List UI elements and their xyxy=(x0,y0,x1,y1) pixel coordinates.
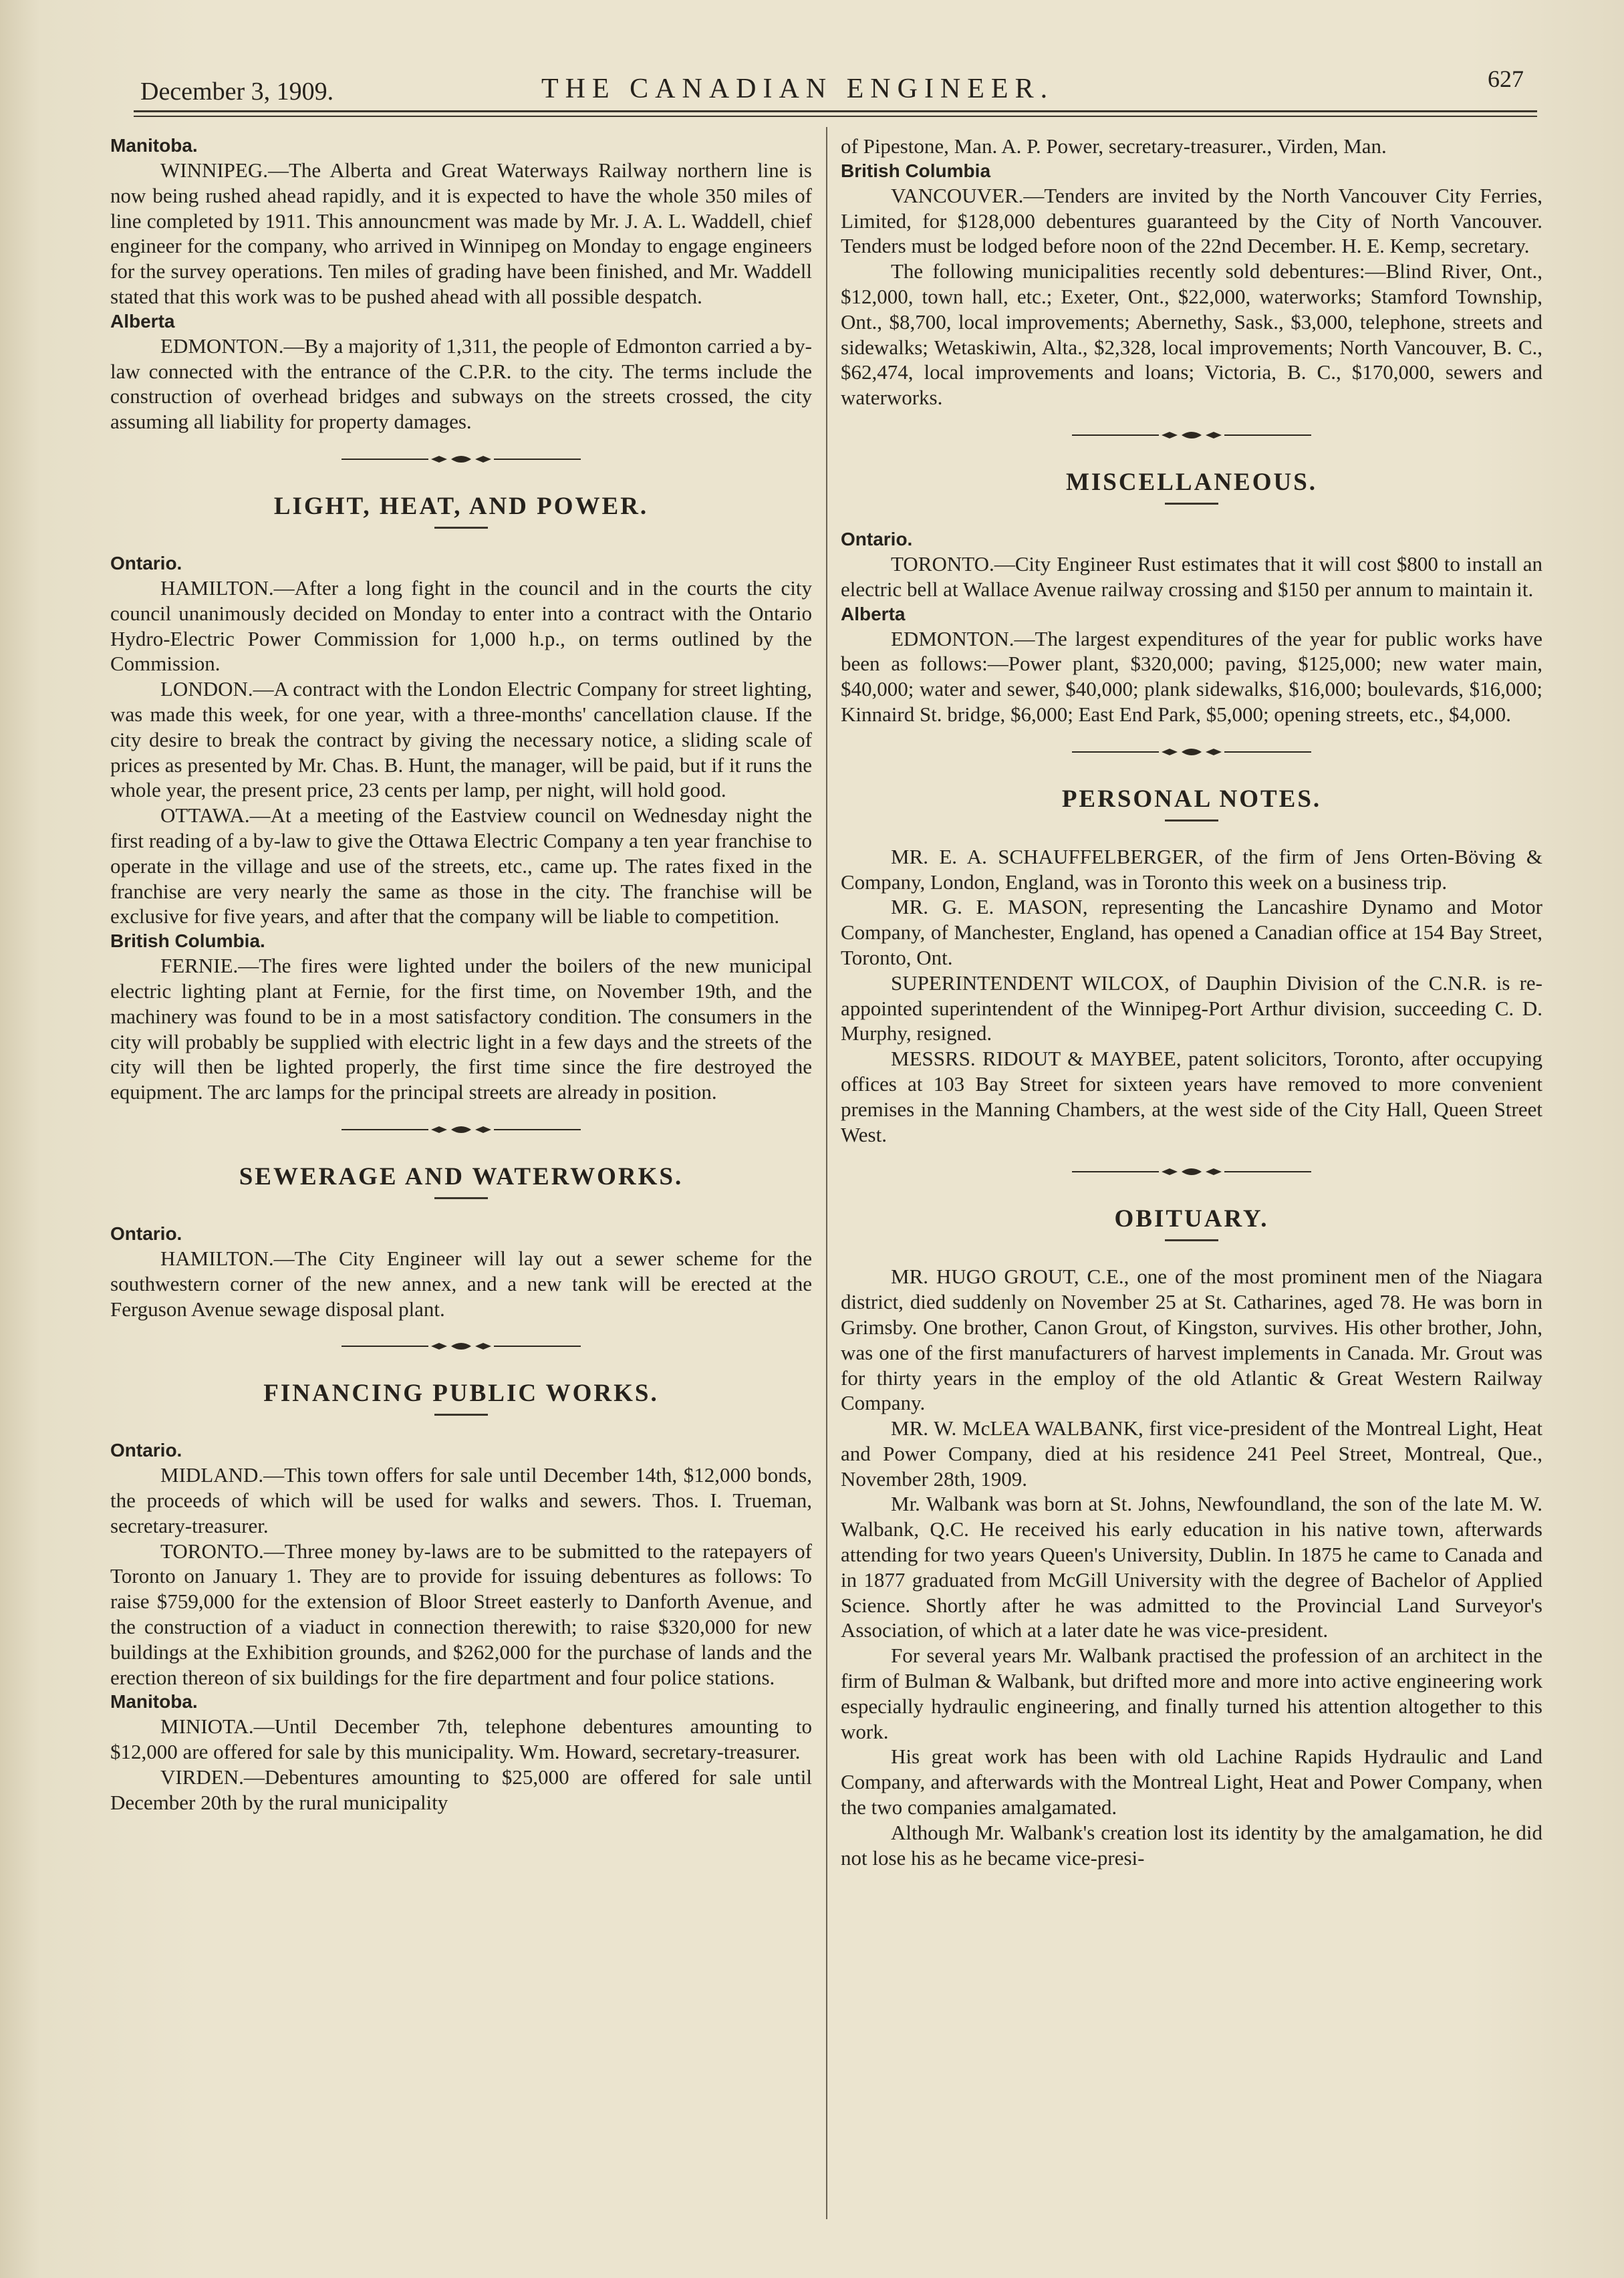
news-item: FERNIE.—The fires were lighted under the boilers of the new municipal electric lighting plant at Fernie, for the first time, on November 19th, and the machinery was found to be in a most satisfactory condition. The consumers in the city will probably be supplied with electric light in a few days and the streets of the city will then be lighted properly, the first time since the fire destroyed the equipment. The arc lamps for the principal streets are already in position. xyxy=(110,954,812,1104)
column-divider xyxy=(826,127,827,2219)
province-heading: Alberta xyxy=(110,310,175,332)
news-item: MINIOTA.—Until December 7th, telephone debentures amounting to $12,000 are offered for sale by this municipality. Wm. Howard, secretary-treasurer. xyxy=(110,1715,812,1764)
issue-date: December 3, 1909. xyxy=(140,78,334,106)
section-ornament xyxy=(110,449,812,469)
province-heading: Ontario. xyxy=(841,528,913,549)
province-heading: British Columbia xyxy=(841,160,991,181)
title-rule xyxy=(434,1414,488,1416)
news-item-continued: of Pipestone, Man. A. P. Power, secretary-treasurer., Virden, Man. xyxy=(841,134,1387,158)
news-item: VANCOUVER.—Tenders are invited by the North Vancouver City Ferries, Limited, for $128,000 debentures guaranteed by the City of North Vancouver. Tenders must be lodged before noon of the 22nd December. H. E. Kemp, secretary. xyxy=(841,183,1542,258)
obituary-paragraph: Mr. Walbank was born at St. Johns, Newfoundland, the son of the late M. W. Walbank, Q.C. He received his early education in his native town, afterwards attending for two years Queen's University, Dublin. In 1875 he came to Canada and in 1877 graduated from McGill University with the degree of Bachelor of Applied Science. Shortly after he was admitted to the Provincial Land Surveyor's Association, of which at a later date he was vice-president. xyxy=(841,1492,1542,1642)
left-column xyxy=(110,134,812,1815)
obituary-paragraph: MR. HUGO GROUT, C.E., one of the most prominent men of the Niagara district, died suddenly on November 25 at St. Catharines, aged 78. He was born in Grimsby. One brother, Canon Grout, of Kingston, survives. His other brother, John, was one of the first manufacturers of harvest implements in Canada. Mr. Grout was for thirty years in the employ of the old Atlantic & Great Western Railway Company. xyxy=(841,1265,1542,1415)
personal-note: SUPERINTENDENT WILCOX, of Dauphin Division of the C.N.R. is re-appointed superintendent of the Winnipeg-Port Arthur division, succeeding C. D. Murphy, resigned. xyxy=(841,971,1542,1045)
page-number: 627 xyxy=(1488,66,1524,92)
journal-title: THE CANADIAN ENGINEER. xyxy=(541,74,1055,104)
province-heading: British Columbia. xyxy=(110,930,265,952)
news-item: EDMONTON.—The largest expenditures of the year for public works have been as follows:—Power plant, $320,000; paving, $125,000; new water main, $40,000; water and sewer, $40,000; plank sidewalks, $16,000; boulevards, $16,000; Kinnaird St. bridge, $6,000; East End Park, $5,000; opening streets, etc., $4,000. xyxy=(841,626,1542,726)
province-heading: Ontario. xyxy=(110,552,182,574)
news-item: The following municipalities recently sold debentures:—Blind River, Ont., $12,000, town hall, etc.; Exeter, Ont., $22,000, waterworks; Stamford Township, Ont., $8,700, local improvements; Abernethy, Sask., $3,000, telephone, streets and sidewalks; Wetaskiwin, Alta., $2,328, local improvements; North Vancouver, B. C., $62,474, local improvements and loans; Victoria, B. C., $170,000, sewers and waterworks. xyxy=(841,259,1542,410)
personal-note: MR. E. A. SCHAUFFELBERGER, of the firm of Jens Orten-Böving & Company, London, England, was in Toronto this week on a business trip. xyxy=(841,844,1542,894)
obituary-paragraph: Although Mr. Walbank's creation lost its identity by the amalgamation, he did not lose his as he became vice-presi- xyxy=(841,1820,1542,1870)
title-rule xyxy=(1165,503,1218,505)
section-title: PERSONAL NOTES. xyxy=(1061,785,1322,813)
personal-note: MR. G. E. MASON, representing the Lancashire Dynamo and Motor Company, of Manchester, England, has opened a Canadian office at 154 Bay Street, Toronto, Ont. xyxy=(841,895,1542,969)
province-heading: Ontario. xyxy=(110,1440,182,1461)
section-title: MISCELLANEOUS. xyxy=(1065,468,1318,496)
obituary-paragraph: For several years Mr. Walbank practised the profession of an architect in the firm of Bulman & Walbank, but drifted more and more into active engineering work especially hydraulic engineering, and finally turned his attention altogether to this work. xyxy=(841,1644,1542,1743)
section-title: SEWERAGE AND WATERWORKS. xyxy=(239,1162,684,1190)
header-rule xyxy=(134,110,1537,112)
title-rule xyxy=(434,1197,488,1199)
news-item: VIRDEN.—Debentures amounting to $25,000 are offered for sale until December 20th by the rural municipality xyxy=(110,1765,812,1814)
obituary-paragraph: MR. W. McLEA WALBANK, first vice-president of the Montreal Light, Heat and Power Company, died at his residence 241 Peel Street, Montreal, Que., November 28th, 1909. xyxy=(841,1416,1542,1491)
obituary-paragraph: His great work has been with old Lachine Rapids Hydraulic and Land Company, and afterwards with the Montreal Light, Heat and Power Company, when the two companies amalgamated. xyxy=(841,1745,1542,1819)
news-item: TORONTO.—Three money by-laws are to be submitted to the ratepayers of Toronto on January 1. They are to provide for issuing debentures as follows: To raise $759,000 for the extension of Bloor Street easterly to Danforth Avenue, and the construction of a viaduct in connection therewith; to raise $320,000 for new buildings at the Exhibition grounds, and $262,000 for the purchase of lands and the erection thereon of six buildings for the fire department and four police stations. xyxy=(110,1539,812,1689)
section-ornament xyxy=(841,1162,1542,1182)
section-ornament xyxy=(110,1336,812,1356)
news-item: WINNIPEG.—The Alberta and Great Waterways Railway northern line is now being rushed ahead rapidly, and it is expected to have the whole 350 miles of line completed by 1911. This announcment was made by Mr. J. A. L. Waddell, chief engineer for the company, who arrived in Winnipeg on Monday to engage engineers for the survey operations. Ten miles of grading have been finished, and Mr. Waddell stated that this work was to be pushed ahead with all possible despatch. xyxy=(110,158,812,308)
section-ornament xyxy=(841,742,1542,762)
province-heading: Ontario. xyxy=(110,1223,182,1244)
section-title: OBITUARY. xyxy=(1114,1205,1269,1233)
personal-note: MESSRS. RIDOUT & MAYBEE, patent solicitors, Toronto, after occupying offices at 103 Bay Street for sixteen years have removed to more convenient premises in the Manning Chambers, at the west side of the City Hall, Queen Street West. xyxy=(841,1047,1542,1146)
province-heading: Manitoba. xyxy=(110,135,198,156)
province-heading: Manitoba. xyxy=(110,1691,198,1713)
section-title: FINANCING PUBLIC WORKS. xyxy=(263,1380,659,1408)
news-item: OTTAWA.—At a meeting of the Eastview council on Wednesday night the first reading of a by-law to give the Ottawa Electric Company a ten year franchise to operate in the village and use of the streets, etc., came up. The rates fixed in the franchise are very nearly the same as those in the city. The franchise will be exclusive for five years, and after that the company will be liable to competition. xyxy=(110,803,812,928)
section-ornament xyxy=(841,425,1542,445)
news-item: MIDLAND.—This town offers for sale until December 14th, $12,000 bonds, the proceeds of which will be used for walks and sewers. Thos. I. Trueman, secretary-treasurer. xyxy=(110,1463,812,1537)
page-header xyxy=(140,64,1530,117)
header-rule xyxy=(134,116,1537,117)
title-rule xyxy=(1165,1239,1218,1241)
news-item: LONDON.—A contract with the London Electric Company for street lighting, was made this week, for one year, with a three-months' cancellation clause. If the city desire to break the contract by giving the necessary notice, a sliding scale of prices as presented by Mr. Chas. B. Hunt, the manager, will be paid, but if it runs the whole year, the present price, 23 cents per lamp, per night, will hold good. xyxy=(110,677,812,802)
right-column xyxy=(841,134,1542,1870)
news-item: HAMILTON.—The City Engineer will lay out a sewer scheme for the southwestern corner of the new annex, and a new tank will be erected at the Ferguson Avenue sewage disposal plant. xyxy=(110,1246,812,1321)
title-rule xyxy=(1165,819,1218,821)
section-ornament xyxy=(110,1120,812,1140)
news-item: EDMONTON.—By a majority of 1,311, the people of Edmonton carried a by-law connected with the entrance of the C.P.R. to the city. The terms include the construction of overhead bridges and subways on the streets crossed, the city assuming all liability for property damages. xyxy=(110,334,812,434)
title-rule xyxy=(434,527,488,529)
news-item: HAMILTON.—After a long fight in the council and in the courts the city council unanimously decided on Monday to enter into a contract with the Ontario Hydro-Electric Power Commission for 1,000 h.p., on terms outlined by the Commission. xyxy=(110,576,812,676)
news-item: TORONTO.—City Engineer Rust estimates that it will cost $800 to install an electric bell at Wallace Avenue railway crossing and $150 per annum to maintain it. xyxy=(841,551,1542,601)
province-heading: Alberta xyxy=(841,603,906,624)
section-title: LIGHT, HEAT, AND POWER. xyxy=(273,492,649,520)
